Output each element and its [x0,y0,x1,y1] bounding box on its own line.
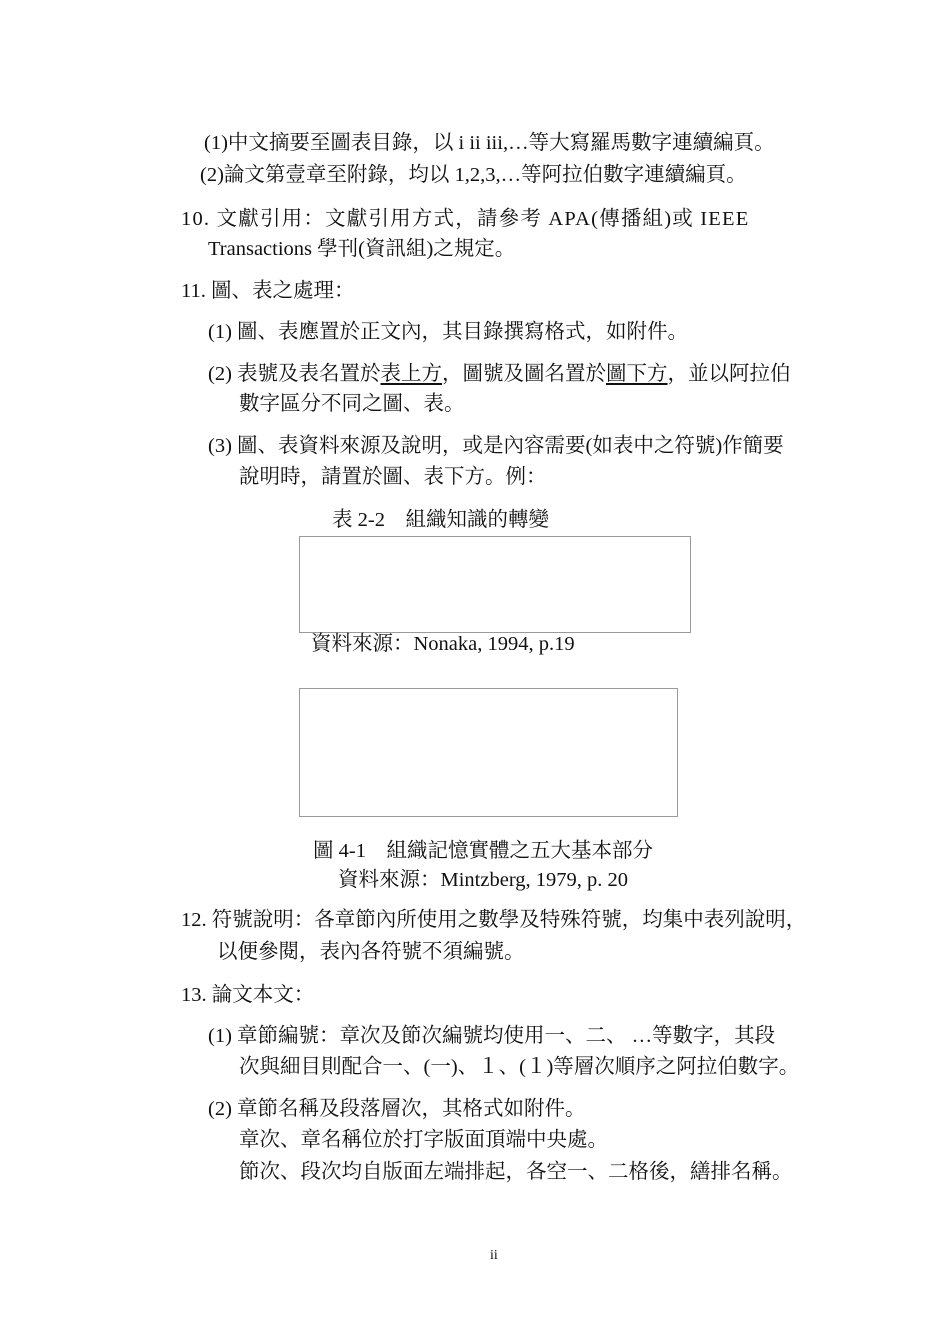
item-13-sub-2-line1: (2) 章節名稱及段落層次，其格式如附件。 [208,1098,586,1120]
item-12-line2: 以便參閱，表內各符號不須編號。 [217,941,525,963]
item-13-sub-2-line2: 章次、章名稱位於打字版面頂端中央處。 [239,1129,608,1151]
example-figure-placeholder [299,688,678,817]
item-11-sub-1: (1) 圖、表應置於正文內，其目錄撰寫格式，如附件。 [208,321,689,343]
item-11-sub-2-line1 [208,364,791,385]
example-table-source: 資料來源：Nonaka, 1994, p.19 [311,633,575,655]
example-figure-caption: 圖 4-1 組織記憶實體之五大基本部分 [313,840,653,862]
figure-below-emphasis: 圖下方 [606,363,668,385]
item-13-sub-1-line1: (1) 章節編號：章次及節次編號均使用一、二、 …等數字，其段 [208,1025,776,1047]
item-12-line1: 12. 符號說明：各章節內所使用之數學及特殊符號，均集中表列說明， [181,909,807,931]
item-11-sub-3-line1: (3) 圖、表資料來源及說明，或是內容需要(如表中之符號)作簡要 [208,435,784,457]
example-figure-source: 資料來源：Mintzberg, 1979, p. 20 [338,869,629,891]
example-table-caption: 表 2-2 組織知識的轉變 [332,509,549,531]
item-11-sub-2-text-b: ，圖號及圖名置於 [442,363,607,385]
item-13-sub-2-line3: 節次、段次均自版面左端排起，各空一、二格後，繕排名稱。 [239,1161,793,1183]
item-11-sub-3-line2: 說明時，請置於圖、表下方。例： [239,466,547,488]
paging-rule-arabic: (2)論文第壹章至附錄，均以 1,2,3,…等阿拉伯數字連續編頁。 [200,164,747,186]
item-11-sub-2-line2: 數字區分不同之圖、表。 [239,393,465,415]
item-11-heading: 11. 圖、表之處理： [181,280,355,302]
example-table-placeholder [299,536,691,633]
table-above-emphasis: 表上方 [380,363,443,385]
item-13-heading: 13. 論文本文： [181,984,315,1006]
item-10-line1: 10. 文獻引用：文獻引用方式，請參考 APA(傳播組)或 IEEE [181,208,750,230]
item-11-sub-2-text-a: (2) 表號及表名置於 [208,363,381,385]
page-number: ii [490,1248,498,1263]
item-11-sub-2-text-c: ，並以阿拉伯 [667,363,791,385]
paging-rule-roman: (1)中文摘要至圖表目錄，以 i ii iii,…等大寫羅馬數字連續編頁。 [204,132,775,154]
item-10-line2: Transactions 學刊(資訊組)之規定。 [208,238,516,260]
item-13-sub-1-line2: 次與細目則配合一、(一)、１、(１)等層次順序之阿拉伯數字。 [239,1056,800,1078]
